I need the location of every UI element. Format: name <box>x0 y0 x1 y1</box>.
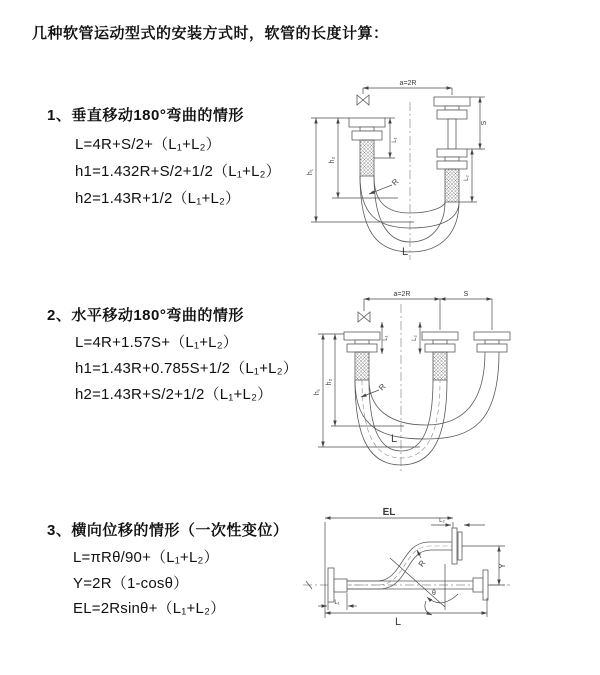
section-3-formula-EL: EL=2Rsinθ+（L₁+L₂） <box>73 600 226 617</box>
dim-S-label: S <box>481 120 488 126</box>
braid-section <box>360 140 374 176</box>
dim-L2-label: L₂ <box>439 518 445 524</box>
hose-loops <box>355 352 499 465</box>
dim-EL-label: EL <box>382 507 396 518</box>
diagram-2-svg <box>298 284 598 476</box>
radius-label: R <box>390 177 401 188</box>
hose-displaced-position <box>347 542 452 589</box>
section-1-heading: 1、垂直移动180°弯曲的情形 <box>47 107 244 124</box>
braid-section <box>355 352 369 380</box>
dim-L1-label: L₁ <box>392 137 398 143</box>
valve-icon <box>358 299 370 322</box>
radius-leader <box>417 550 421 558</box>
dim-S-label: S <box>463 291 469 298</box>
diagram-horizontal-180-bend <box>298 284 598 476</box>
left-pipe-fitting <box>344 332 380 380</box>
radius-label: R <box>416 558 428 569</box>
diagram-3-svg <box>295 498 600 653</box>
length-label: L <box>394 616 402 628</box>
middle-pipe-fitting <box>422 332 458 380</box>
dim-h2-label: h₂ <box>329 156 336 164</box>
right-pipe-fitting <box>434 97 470 202</box>
angle-label: θ <box>432 590 436 597</box>
diagram-lateral-displacement <box>295 498 600 653</box>
section-3-formula-L: L=πRθ/90+（L₁+L₂） <box>73 549 219 566</box>
dim-L1-label: L₁ <box>383 335 389 341</box>
length-label: L <box>401 246 409 258</box>
section-1-formula-L: L=4R+S/2+（L₁+L₂） <box>75 136 221 153</box>
dim-h1-label: h₁ <box>307 168 314 176</box>
dim-a2r-label: a=2R <box>393 291 411 298</box>
diagram-vertical-180-bend <box>298 58 588 270</box>
radius-leader <box>369 185 392 194</box>
dim-h2-label: h₂ <box>326 378 333 386</box>
right-lower-fitting <box>473 570 488 600</box>
valve-icon <box>357 88 369 105</box>
braid-section <box>445 169 459 202</box>
section-2-formula-h2: h2=1.43R+S/2+1/2（L₁+L₂） <box>75 386 273 403</box>
right-pipe-fitting <box>474 332 510 352</box>
diagram-1-svg <box>298 58 588 270</box>
hose-loops <box>360 176 459 252</box>
section-3-formula-Y: Y=2R（1-cosθ） <box>73 575 189 592</box>
section-2-formula-L: L=4R+1.57S+（L₁+L₂） <box>75 334 238 351</box>
page-title: 几种软管运动型式的安装方式时，软管的长度计算： <box>32 25 389 42</box>
dim-L2-label: L₂ <box>464 175 470 181</box>
left-pipe-fitting <box>349 118 385 176</box>
dim-h1-label: h₁ <box>314 388 321 396</box>
length-label: L <box>390 433 398 445</box>
dim-L2-label: L₂ <box>412 335 418 341</box>
braid-section <box>433 352 447 380</box>
dim-L1-label: L₁ <box>334 600 340 606</box>
section-1-formula-h2: h2=1.43R+1/2（L₁+L₂） <box>75 190 241 207</box>
radius-label: R <box>377 382 388 393</box>
upper-right-flange <box>452 528 462 564</box>
section-1-formula-h1: h1=1.432R+S/2+1/2（L₁+L₂） <box>75 163 281 180</box>
left-flange-fitting <box>328 568 347 602</box>
section-3-heading: 3、横向位移的情形（一次性变位） <box>47 522 289 539</box>
dim-a2r-label: a=2R <box>399 80 417 87</box>
section-2-formula-h1: h1=1.43R+0.785S+1/2（L₁+L₂） <box>75 360 298 377</box>
section-2-heading: 2、水平移动180°弯曲的情形 <box>47 307 244 324</box>
dim-Y-label: Y <box>498 563 507 569</box>
